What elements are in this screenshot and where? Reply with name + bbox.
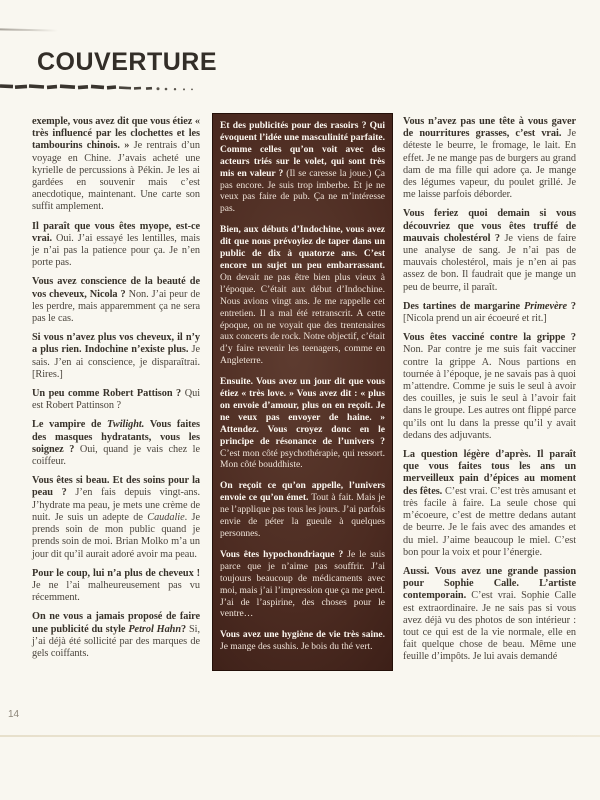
paragraph: Le vampire de Twilight. Vous faites des masques hydratants, vous les soignez ? Oui, quand je vais chez le coiffeur. <box>32 419 200 468</box>
page-title: COUVERTURE <box>37 48 218 76</box>
paragraph: Un peu comme Robert Pattison ? Qui est Robert Pattinson ? <box>32 388 200 412</box>
paragraph: On reçoit ce qu’on appelle, l’univers envoie ce qu’on émet. Tout à fait. Mais je ne l’applique pas tous les jours. J’ai parfois envie de péter la gueule à quelques personnes. <box>220 481 385 539</box>
paragraph: Bien, aux débuts d’Indochine, vous avez dit que nous prévoyiez de taper dans un public de dix à quatorze ans. C’est encore un sujet un peu embarrassant. On devait ne pas être bien plus vieux à l’époque. C’était aux début d’Indochine. Nous avions vingt ans. Je me rappelle cet entretien. Il a mal été retranscrit. A cette époque, on ne voyait que des trentenaires aux concerts de rock. Notre objectif, c’était d’y faire revenir les teenagers, comme en Angleterre. <box>220 225 385 367</box>
paragraph: On ne vous a jamais proposé de faire une publicité du style Petrol Hahn? Si, j’ai déjà été sollicité par des marques de gels coiffants. <box>32 611 201 659</box>
paragraph: Vous êtes hypochondriaque ? Je le suis parce que je n’aime pas souffrir. J’ai toujours beaucoup de médicaments avec moi, mais j’ai l’impression que ça me perd. J’ai de l’aspirine, des choses pour le ventre… <box>220 549 385 620</box>
scan-artifact-line <box>0 28 58 31</box>
column-middle-box <box>212 113 393 671</box>
paragraph: Vous êtes si beau. Et des soins pour la peau ? J’en fais depuis vingt-ans. J’hydrate ma peau, je mets une crème de nuit. Je suis un adepte de Caudalie. Je prends soin de mon public quand je prends soin de moi. Brian Molko m’a un jour dit qu’il aurait adoré avoir ma peau. <box>32 475 200 560</box>
footer-rule <box>0 735 600 737</box>
paragraph: Vous avez conscience de la beauté de vos cheveux, Nicola ? Non. J’ai peur de les perdre, mais apparemment ça ne sera pas le cas. <box>32 276 201 325</box>
paragraph: Aussi. Vous avez une grande passion pour Sophie Calle. L’artiste contemporain. C’est vrai. Sophie Calle est extraordinaire. Je ne sais pas si vous avez déjà vu des photos de son intérieur : tout ce qui est de la vie normale, elle en fait quelque chose de beau. Même une feuille d’impôts. Je lui avais demandé <box>403 565 576 663</box>
paragraph: Vous êtes vacciné contre la grippe ? Non. Par contre je me suis fait vacciner contre la grippe A. Nous partions en tournée à l’époque, je ne savais pas à quoi m’attendre. Comme je suis le seul à avoir des couilles, je suis le seul à l’avoir fait dans le groupe. Les autres ont flippé parce qu’ils ont lu dans la presse qu’il y avait dedans des adjuvants. <box>403 332 576 441</box>
paragraph: La question légère d’après. Il paraît que vous faites tous les ans un merveilleux pain d’épices au moment des fêtes. C’est vrai. C’est très amusant et très facile à faire. La seule chose qui m’écoeure, c’est de mettre dedans autant de beurre. Je le fais avec des amandes et du miel. J’aime beaucoup le miel. C’est bon pour la voix et pour l’énergie. <box>403 449 577 558</box>
paragraph: Vous avez une hygiène de vie très saine. Je mange des sushis. Je bois du thé vert. <box>220 630 385 653</box>
paragraph: Pour le coup, lui n’a plus de cheveux ! Je ne l’ai malheureusement pas vu récemment. <box>32 567 200 604</box>
paragraph: Des tartines de margarine Primevère ? [Nicola prend un air écoeuré et rit.] <box>403 300 577 325</box>
paragraph: Si vous n’avez plus vos cheveux, il n’y a plus rien. Indochine n’existe plus. Je sais. J’en ai conscience, je disparaîtrai. [Rires.] <box>32 332 200 380</box>
paragraph: Il paraît que vous êtes myope, est-ce vrai. Oui. J’ai essayé les lentilles, mais je n’ai pas la patience pour ça. Je n’en porte pas. <box>32 220 200 269</box>
paragraph: Vous feriez quoi demain si vous découvriez que vous êtes truffé de mauvais cholestérol ? Je viens de faire une analyse de sang. Je n’ai pas de mauvais cholestérol, mais je n’en ai pas assez de bon. Il faudrait que je mange un peu de beurre, il paraît. <box>403 208 576 293</box>
paragraph: Ensuite. Vous avez un jour dit que vous étiez « très love. » Vous avez dit : « plus on envoie d’amour, plus on en reçoit. Je ne veux pas envoyer de haine. » Attendez. Vous croyez donc en le principe de résonance de l’univers ? C’est mon côté psychothérapie, qui ressort. Mon côté bouddhiste. <box>220 377 385 471</box>
paragraph: Et des publicités pour des rasoirs ? Qui évoquent l’idée une masculinité parfaite. Comme celles qu’on voit avec des acteurs triés sur le volet, qui sont très mis en valeur ? (Il se caresse la joue.) Ça pas encore. Je suis trop imberbe. Et je ne veux pas faire de pub. Ça ne m’intéresse pas. <box>220 121 386 215</box>
column-right <box>403 116 576 671</box>
paragraph: Vous n’avez pas une tête à vous gaver de nourritures grasses, c’est vrai. Je déteste le beurre, le fromage, le lait. En effet. Je ne mange pas de burgers au grand dam de ma fille qui adore ça. Je mange des légumes vapeur, du poulet grillé. Je me laisse parfois déborder. <box>403 116 576 201</box>
paragraph: exemple, vous avez dit que vous étiez « très influencé par les clochettes et les tambourins chinois. » Je rentrais d’un voyage en Chine. J’avais acheté une kyrielle de percussions à Pékin. Je les ai gardées en souvenir mais c’est anecdotique, maintenant. Une carte son suffit amplement. <box>32 116 200 213</box>
page-number: 14 <box>8 709 20 720</box>
header-underline-scribble <box>0 81 198 93</box>
column-left <box>32 116 200 667</box>
